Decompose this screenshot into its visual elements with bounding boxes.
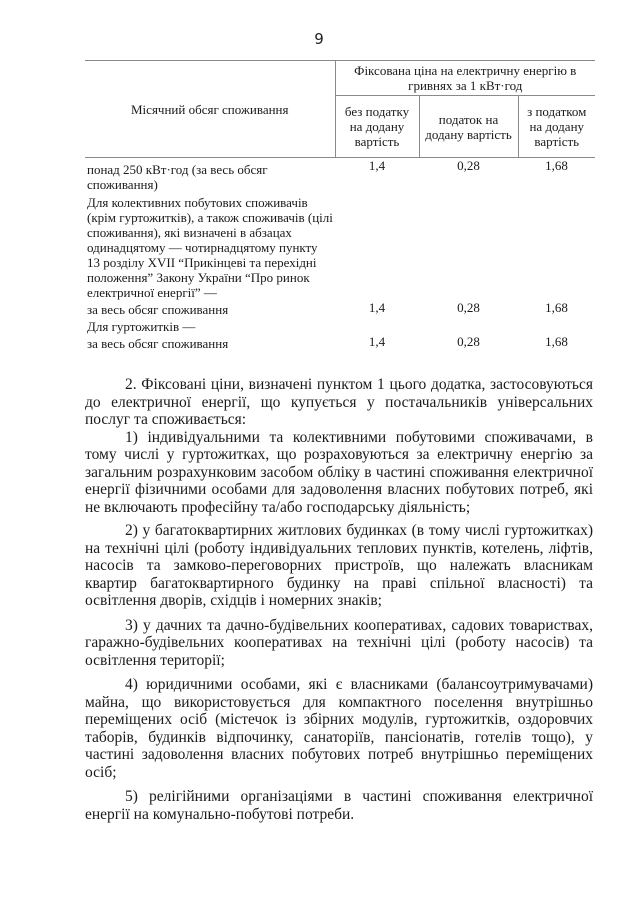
value-without-vat: 1,4 (368, 334, 386, 349)
body-text (85, 376, 593, 828)
value-vat: 0,28 (457, 300, 480, 315)
header-monthly-volume: Місячний обсяг споживання (85, 61, 335, 158)
row-label: Для колективних побутових споживачів (крім гуртожитків), а також споживачів (цілі споживання), які визначені в абзацах одинадцятому — чотирнадцятому пункту 13 розділу XVII “Прикінцеві та перехідні положення” Закону України “Про ринок електричної енергії” — (87, 195, 333, 300)
value-with-vat (518, 317, 595, 334)
value-without-vat (335, 192, 419, 300)
table-row (85, 192, 595, 300)
value-vat: 0,28 (457, 334, 480, 349)
value-without-vat (335, 317, 419, 334)
value-without-vat: 1,4 (368, 158, 386, 173)
value-with-vat: 1,68 (545, 334, 568, 349)
row-label: за весь обсяг споживання (87, 336, 229, 351)
price-table (85, 60, 595, 351)
row-label: за весь обсяг споживання (87, 302, 229, 317)
value-vat (419, 317, 518, 334)
header-vat: податок на додану вартість (419, 96, 518, 158)
row-label: понад 250 кВт·год (за весь обсяг споживання) (87, 162, 268, 192)
value-vat (419, 192, 518, 300)
table-row (85, 334, 595, 351)
paragraph-item-5: 5) релігійними організаціями в частині споживання електричної енергії на комунально-побутові потреби. (85, 788, 593, 823)
page-number: 9 (314, 30, 324, 48)
value-with-vat (518, 192, 595, 300)
paragraph-item-4: 4) юридичними особами, які є власниками (балансоутримувачами) майна, що використовується для компактного поселення внутрішньо переміщених осіб (містечок із збірних модулів, гуртожитків, оздоровчих таборів, будинків відпочинку, санаторіїв, пансіонатів, готелів тощо), у частині задоволення власних побутових потреб внутрішньо переміщених осіб; (85, 676, 593, 781)
header-without-vat: без податку на додану вартість (335, 96, 419, 158)
value-with-vat: 1,68 (545, 300, 568, 315)
table-row (85, 317, 595, 334)
paragraph-item-3: 3) у дачних та дачно-будівельних кооперативах, садових товариствах, гаражно-будівельних кооперативах на технічні цілі (роботу насосів) та освітлення території; (85, 616, 593, 669)
value-with-vat: 1,68 (545, 158, 568, 173)
value-vat: 0,28 (457, 158, 480, 173)
paragraph-item-2: 2) у багатоквартирних житлових будинках (в тому числі гуртожитках) на технічні цілі (роботу індивідуальних теплових пунктів, котелень, ліфтів, насосів та замково-переговорних пристроїв, що належать власникам квартир багатоквартирного будинку на праві спільної власності) та освітлення дворів, східців і номерних знаків; (85, 522, 593, 609)
paragraph-item-1: 1) індивідуальними та колективними побутовими споживачами, в тому числі у гуртожитках, що розраховуються за електричну енергію за загальним розрахунковим засобом обліку в частині споживання електричної енергії фізичними особами для задоволення власних побутових потреб, які не включають професійну та/або господарську діяльність; (85, 428, 593, 516)
header-fixed-price: Фіксована ціна на електричну енергію в гривнях за 1 кВт·год (335, 61, 595, 96)
header-with-vat: з податком на додану вартість (518, 96, 595, 158)
value-without-vat: 1,4 (368, 300, 386, 315)
row-label: Для гуртожитків — (87, 319, 196, 334)
table-row (85, 158, 595, 193)
table-row (85, 300, 595, 317)
paragraph-2: 2. Фіксовані ціни, визначені пунктом 1 цього додатка, застосовуються до електричної енергії, що купується у постачальників універсальних послуг та споживається: (85, 376, 593, 428)
